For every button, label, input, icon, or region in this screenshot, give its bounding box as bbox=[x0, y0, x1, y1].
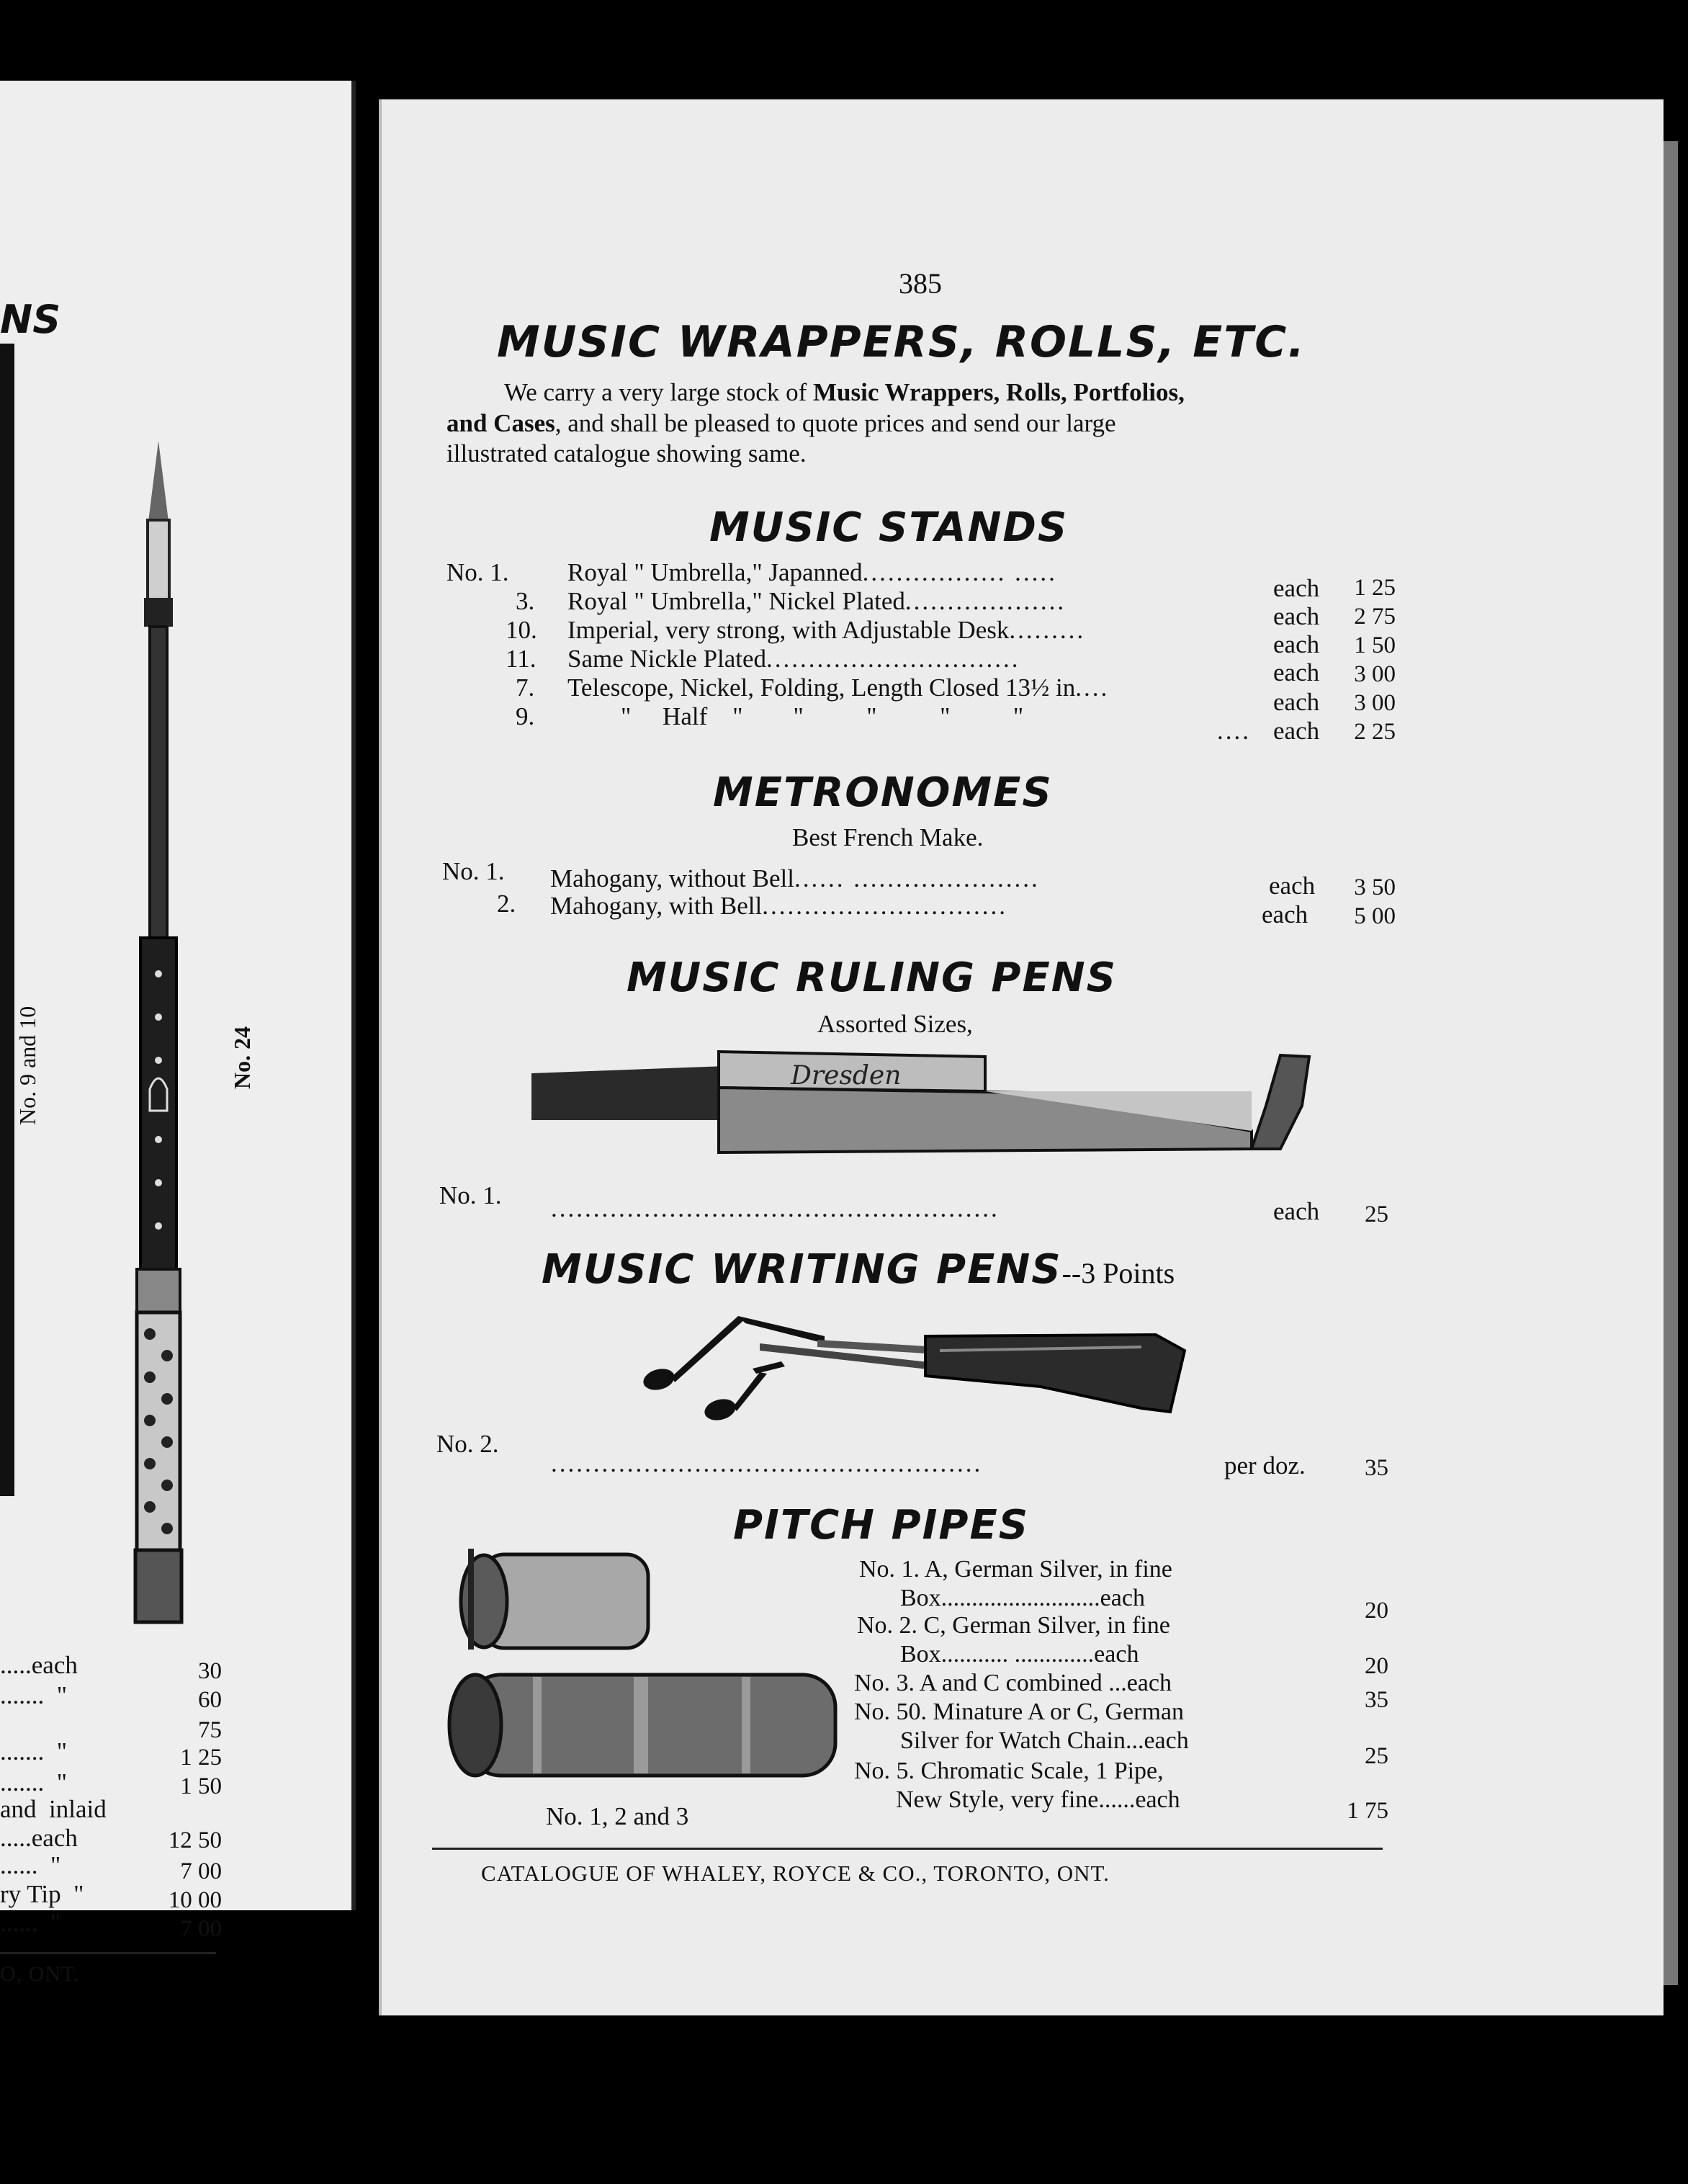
intro-bold-cases: and Cases bbox=[446, 409, 555, 437]
left-row-1-value: 30 bbox=[198, 1658, 222, 1684]
metronome-row-1-unit: each bbox=[1269, 872, 1316, 900]
pitch-pipe-line-7: Silver for Watch Chain...each bbox=[900, 1727, 1189, 1754]
pitch-pipe-line-1: No. 1. A, German Silver, in fine bbox=[859, 1556, 1172, 1583]
item-desc: Mahogany, with Bell bbox=[550, 892, 763, 920]
ruling-pen-price: 25 bbox=[1365, 1201, 1388, 1227]
pitch-pipe-line-8: No. 5. Chromatic Scale, 1 Pipe, bbox=[854, 1758, 1164, 1784]
leader-dots: ...... ...................... bbox=[794, 864, 1040, 892]
item-desc: Royal " Umbrella," Nickel Plated bbox=[567, 587, 905, 615]
stand-row-2-unit: each bbox=[1273, 602, 1320, 630]
metronome-row-1-desc bbox=[550, 864, 1040, 893]
stand-row-5-no: 7. bbox=[516, 673, 535, 702]
stand-row-3-unit: each bbox=[1273, 630, 1320, 658]
stand-row-6-price: 2 25 bbox=[1354, 719, 1396, 745]
stand-row-6-desc: " Half " " " " " bbox=[621, 702, 1024, 730]
leader-dots: ................. ..... bbox=[862, 558, 1057, 586]
metronome-row-2-desc bbox=[550, 892, 1007, 921]
item-desc: Mahogany, without Bell bbox=[550, 864, 794, 892]
catalogue-footer: CATALOGUE OF WHALEY, ROYCE & CO., TORONTO, ONT. bbox=[481, 1861, 1110, 1886]
left-row-8-text: ...... " bbox=[0, 1851, 61, 1879]
left-row-9-text: ry Tip " bbox=[0, 1880, 84, 1908]
ruling-pen-unit: each bbox=[1273, 1197, 1320, 1225]
left-dark-strip bbox=[0, 344, 14, 1496]
stand-row-4-unit: each bbox=[1273, 658, 1320, 686]
pitch-pipe-price-5: 1 75 bbox=[1347, 1798, 1388, 1824]
stand-row-6-no: 9. bbox=[516, 702, 535, 730]
item-number: No. 1. bbox=[446, 558, 509, 586]
section-title-pitch-pipes: PITCH PIPES bbox=[733, 1502, 1030, 1549]
left-page-fragment bbox=[0, 81, 356, 1986]
page-number: 385 bbox=[899, 267, 942, 300]
leader-dots: .............................. bbox=[766, 645, 1020, 673]
section-title-stands: MUSIC STANDS bbox=[709, 504, 1069, 551]
pitch-pipe-line-4: Box........... .............each bbox=[900, 1641, 1139, 1668]
left-row-9-value: 10 00 bbox=[168, 1887, 222, 1913]
writing-pen-price: 35 bbox=[1365, 1455, 1388, 1481]
pitch-pipes-caption: No. 1, 2 and 3 bbox=[546, 1802, 689, 1830]
left-row-8-value: 7 00 bbox=[180, 1858, 222, 1884]
pen-engraving: Dresden bbox=[791, 1061, 902, 1091]
stand-row-2-desc bbox=[567, 587, 1066, 616]
section-title-writing-pens: MUSIC WRITING PENS bbox=[542, 1246, 1062, 1293]
pitch-pipe-line-2: Box..........................each bbox=[900, 1585, 1145, 1611]
stand-row-5-price: 3 00 bbox=[1354, 690, 1396, 716]
footer-rule bbox=[432, 1848, 1383, 1850]
pitch-pipe-line-9: New Style, very fine......each bbox=[896, 1786, 1180, 1813]
wrappers-intro-line-1 bbox=[504, 378, 1185, 407]
pitch-pipe-illustration bbox=[439, 1549, 843, 1786]
leader-dots: ................... bbox=[904, 587, 1067, 615]
pitch-pipe-line-3: No. 2. C, German Silver, in fine bbox=[857, 1612, 1170, 1639]
wrappers-intro-line-2 bbox=[446, 409, 1116, 438]
leader-dots: .... bbox=[1075, 673, 1110, 702]
stand-row-1-price: 1 25 bbox=[1354, 575, 1396, 601]
intro-text: We carry a very large stock of bbox=[504, 378, 813, 406]
left-row-10-text: ...... " bbox=[0, 1909, 61, 1937]
section-title-metronomes: METRONOMES bbox=[713, 769, 1053, 816]
pitch-pipe-price-1: 20 bbox=[1365, 1598, 1388, 1624]
stand-row-3-no: 10. bbox=[506, 616, 537, 644]
stand-row-2-price: 2 75 bbox=[1354, 604, 1396, 630]
left-row-7-value: 12 50 bbox=[168, 1827, 222, 1853]
rotated-label-no-24: No. 24 bbox=[229, 1026, 255, 1089]
leader-dots: ......... bbox=[1009, 616, 1086, 644]
stand-row-6-unit: each bbox=[1273, 717, 1320, 745]
writing-pens-heading bbox=[542, 1246, 1175, 1293]
left-row-4-value: 1 25 bbox=[180, 1745, 222, 1771]
stand-row-1-desc bbox=[567, 558, 1057, 587]
left-row-3-value: 75 bbox=[198, 1717, 222, 1743]
stand-row-3-desc bbox=[567, 616, 1085, 645]
metronome-row-2-price: 5 00 bbox=[1354, 903, 1396, 929]
writing-pen-unit: per doz. bbox=[1224, 1451, 1306, 1480]
leader-dots: ............................. bbox=[762, 892, 1007, 920]
section-title-wrappers: MUSIC WRAPPERS, ROLLS, ETC. bbox=[497, 317, 1306, 367]
left-row-7-text: .....each bbox=[0, 1824, 78, 1852]
stand-row-4-no: 11. bbox=[506, 645, 537, 673]
writing-pen-dots: ................................................... bbox=[551, 1449, 983, 1477]
ruling-pen-no: No. 1. bbox=[439, 1181, 502, 1209]
baton-illustration bbox=[108, 441, 202, 1622]
stand-row-6-dots: .... bbox=[1217, 717, 1251, 745]
left-row-2-text: ....... " bbox=[0, 1681, 68, 1709]
ruling-pens-subtitle: Assorted Sizes, bbox=[817, 1010, 973, 1038]
writing-pen-no: No. 2. bbox=[436, 1430, 499, 1458]
left-footer-rule bbox=[0, 1952, 216, 1954]
ruling-pen-illustration bbox=[531, 1048, 1309, 1163]
stand-row-4-desc bbox=[567, 645, 1020, 673]
ruling-pen-dots: ..................................................... bbox=[551, 1194, 1000, 1222]
left-row-2-value: 60 bbox=[198, 1687, 222, 1713]
pitch-pipe-price-2: 20 bbox=[1365, 1653, 1388, 1679]
intro-bold-products: Music Wrappers, Rolls, Portfolios, bbox=[812, 378, 1185, 406]
left-row-10-value: 7 00 bbox=[180, 1916, 222, 1942]
left-heading-fragment: NS bbox=[0, 297, 61, 342]
stand-row-5-desc bbox=[567, 673, 1109, 702]
rotated-label-no-9-10: No. 9 and 10 bbox=[14, 1006, 40, 1125]
metronomes-subtitle: Best French Make. bbox=[792, 823, 984, 851]
metronome-row-1-no: No. 1. bbox=[442, 857, 505, 885]
writing-pen-illustration bbox=[637, 1307, 1188, 1430]
item-desc: Same Nickle Plated bbox=[567, 645, 767, 673]
stand-row-3-price: 1 50 bbox=[1354, 632, 1396, 658]
left-row-6-text: and inlaid bbox=[0, 1795, 107, 1823]
wrappers-intro-line-3: illustrated catalogue showing same. bbox=[446, 439, 807, 467]
stand-row-1 bbox=[446, 558, 509, 587]
intro-text-2: , and shall be pleased to quote prices and send our large bbox=[555, 409, 1116, 437]
left-footer-fragment: O, ONT. bbox=[0, 1962, 80, 1986]
stand-row-5-unit: each bbox=[1273, 688, 1320, 716]
stand-row-1-unit: each bbox=[1273, 574, 1320, 602]
left-row-5-text: ....... " bbox=[0, 1768, 68, 1796]
pitch-pipe-price-4: 25 bbox=[1365, 1743, 1388, 1769]
pitch-pipe-line-5: No. 3. A and C combined ...each bbox=[854, 1670, 1172, 1696]
metronome-row-2-unit: each bbox=[1262, 900, 1308, 928]
metronome-row-1-price: 3 50 bbox=[1354, 874, 1396, 900]
stand-row-4-price: 3 00 bbox=[1354, 661, 1396, 687]
pitch-pipe-price-3: 35 bbox=[1365, 1687, 1388, 1713]
section-title-ruling-pens: MUSIC RULING PENS bbox=[627, 954, 1117, 1001]
item-desc: Imperial, very strong, with Adjustable Desk bbox=[567, 616, 1010, 644]
left-row-4-text: ....... " bbox=[0, 1737, 68, 1765]
stand-row-2-no: 3. bbox=[516, 587, 535, 615]
item-desc: Royal " Umbrella," Japanned bbox=[567, 558, 863, 586]
metronome-row-2-no: 2. bbox=[497, 890, 516, 918]
left-row-1-text: .....each bbox=[0, 1651, 78, 1679]
pitch-pipe-line-6: No. 50. Minature A or C, German bbox=[854, 1699, 1184, 1725]
left-row-5-value: 1 50 bbox=[180, 1773, 222, 1799]
writing-pens-suffix: --3 Points bbox=[1061, 1257, 1175, 1289]
item-desc: Telescope, Nickel, Folding, Length Closed 13½ in bbox=[567, 673, 1076, 702]
